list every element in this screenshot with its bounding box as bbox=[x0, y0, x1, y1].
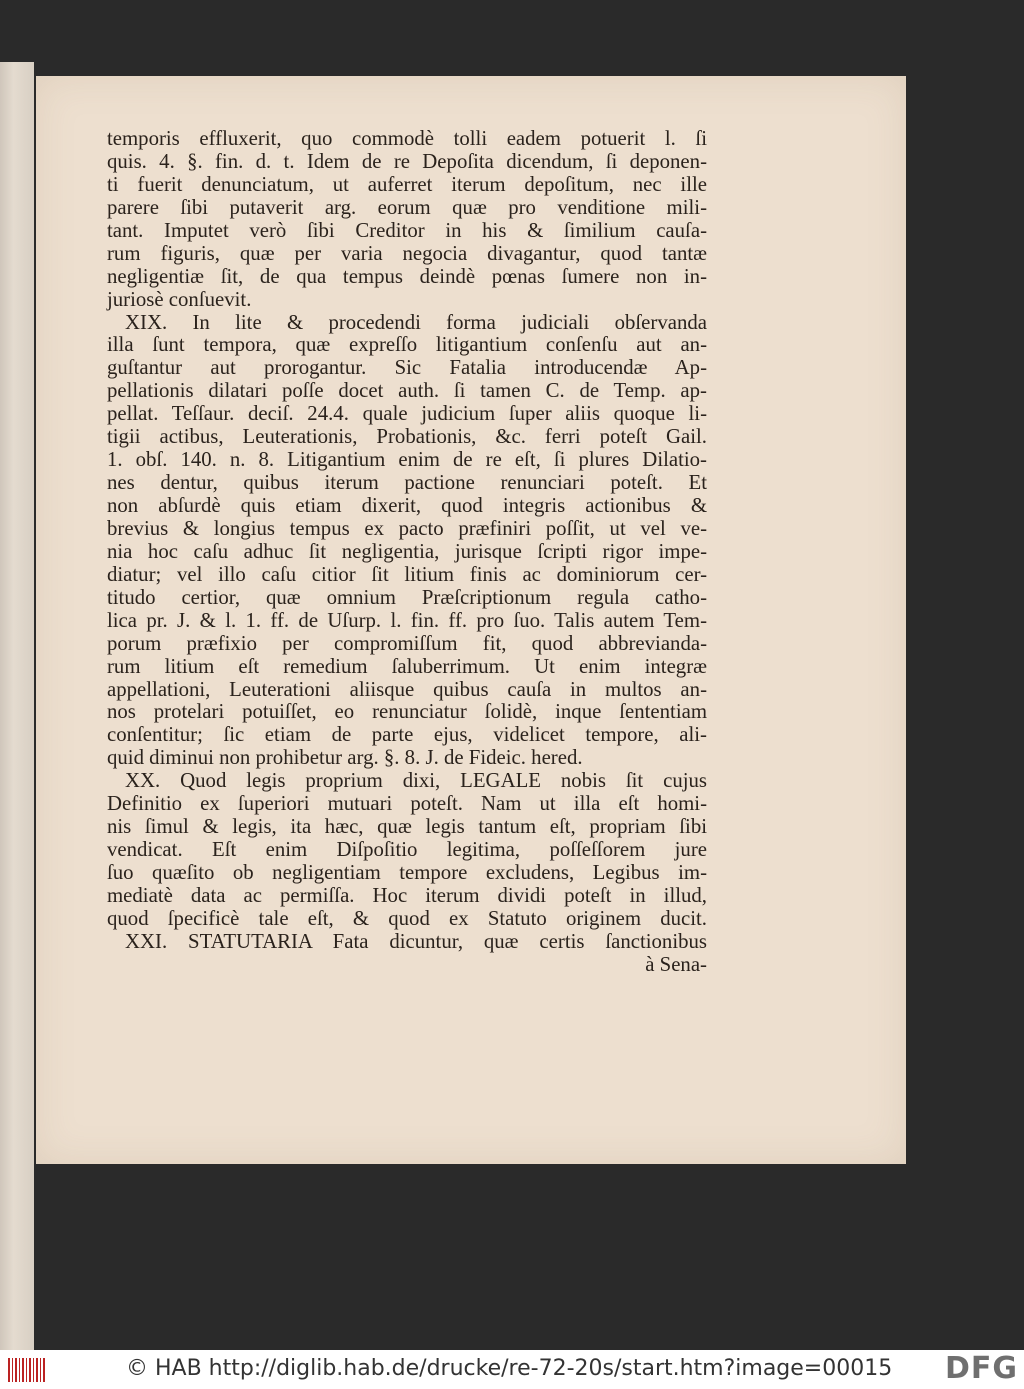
text-line: vendicat. Eſt enim Diſpoſitio legitima, poſſeſſorem jure bbox=[107, 838, 707, 862]
adjacent-page-edge bbox=[0, 62, 34, 1350]
text-line: brevius & longius tempus ex pacto præfiniri poſſit, ut vel ve- bbox=[107, 516, 707, 540]
catchword: à Sena- bbox=[645, 952, 707, 976]
text-line: mediatè data ac permiſſa. Hoc iterum dividi poteſt in illud, bbox=[107, 883, 707, 907]
copyright-link[interactable]: © HAB http://diglib.hab.de/drucke/re-72-20s/start.htm?image=00015 bbox=[126, 1356, 893, 1381]
text-line: nes dentur, quibus iterum pactione renunciari poteſt. Et bbox=[107, 471, 707, 495]
text-line: juriosè conſuevit. bbox=[107, 287, 252, 311]
text-line: ſuo quæſito ob negligentiam tempore excludens, Legibus im- bbox=[107, 861, 707, 884]
text-line: nos protelari potuiſſet, eo renunciatur ſolidè, inque ſententiam bbox=[107, 700, 707, 724]
text-line: lica pr. J. & l. 1. ff. de Uſurp. l. fin. ff. pro ſuo. Talis autem Tem- bbox=[107, 608, 707, 632]
text-line: ti fuerit denunciatum, ut auferret iterum depoſitum, nec ille bbox=[107, 172, 707, 196]
section-heading-line: XXI. STATUTARIA Fata dicuntur, quæ certis ſanctionibus bbox=[125, 929, 707, 953]
section-heading-line: XIX. In lite & procedendi forma judiciali obſervanda bbox=[125, 310, 707, 334]
text-line: diatur; vel illo caſu citior ſit litium finis ac dominiorum cer- bbox=[107, 562, 707, 586]
viewer-footer bbox=[0, 1350, 1024, 1389]
barcode-icon bbox=[8, 1358, 46, 1382]
section-heading-line: XX. Quod legis proprium dixi, LEGALE nobis ſit cujus bbox=[125, 769, 707, 793]
text-line: titudo certior, quæ omnium Præſcriptionum regula catho- bbox=[107, 585, 707, 609]
text-line: negligentiæ ſit, de qua tempus deindè pœnas ſumere non in- bbox=[107, 264, 707, 288]
text-line: quid diminui non prohibetur arg. §. 8. J. de Fideic. hered. bbox=[107, 746, 583, 770]
text-line: tant. Imputet verò ſibi Creditor in his & ſimilium cauſa- bbox=[107, 218, 707, 242]
text-line: 1. obſ. 140. n. 8. Litigantium enim de re eſt, ſi plures Dilatio- bbox=[107, 448, 707, 472]
text-line: porum præfixio per compromiſſum fit, quod abbrevianda- bbox=[107, 631, 707, 655]
text-line: non abſurdè quis etiam dixerit, quod integris actionibus & bbox=[107, 494, 707, 517]
page-text bbox=[107, 128, 707, 977]
text-line: temporis effluxerit, quo commodè tolli eadem potuerit l. ſi bbox=[107, 127, 707, 150]
text-line: pellat. Teſſaur. deciſ. 24.4. quale judicium ſuper aliis quoque li- bbox=[107, 402, 707, 426]
text-line: illa ſunt tempora, quæ expreſſo litigantium conſenſu aut an- bbox=[107, 333, 707, 357]
text-line: appellationi, Leuterationi aliisque quibus cauſa in multos an- bbox=[107, 677, 707, 701]
text-line: parere ſibi putaverit arg. eorum quæ pro venditione mili- bbox=[107, 195, 707, 219]
text-line: nis ſimul & legis, ita hæc, quæ legis tantum eſt, propriam ſibi bbox=[107, 815, 707, 839]
text-line: guſtantur aut prorogantur. Sic Fatalia introducendæ Ap- bbox=[107, 356, 707, 380]
text-line: nia hoc caſu adhuc ſit negligentia, jurisque ſcripti rigor impe- bbox=[107, 539, 707, 563]
text-line: pellationis dilatari poſſe docet auth. ſi tamen C. de Temp. ap- bbox=[107, 379, 707, 403]
text-line: conſentitur; ſic etiam de parte ejus, videlicet tempore, ali- bbox=[107, 723, 707, 747]
text-line: Definitio ex ſuperiori mutuari poteſt. Nam ut illa eſt homi- bbox=[107, 792, 707, 816]
text-line: quod ſpecificè tale eſt, & quod ex Statuto originem ducit. bbox=[107, 906, 707, 930]
text-line: rum figuris, quæ per varia negocia divagantur, quod tantæ bbox=[107, 241, 707, 265]
dfg-logo: DFG bbox=[944, 1351, 1018, 1386]
text-line: tigii actibus, Leuterationis, Probationis, &c. ferri poteſt Gail. bbox=[107, 425, 707, 449]
text-line: rum litium eſt remedium ſaluberrimum. Ut enim integræ bbox=[107, 654, 707, 678]
text-line: quis. 4. §. fin. d. t. Idem de re Depoſita dicendum, ſi deponen- bbox=[107, 149, 707, 173]
